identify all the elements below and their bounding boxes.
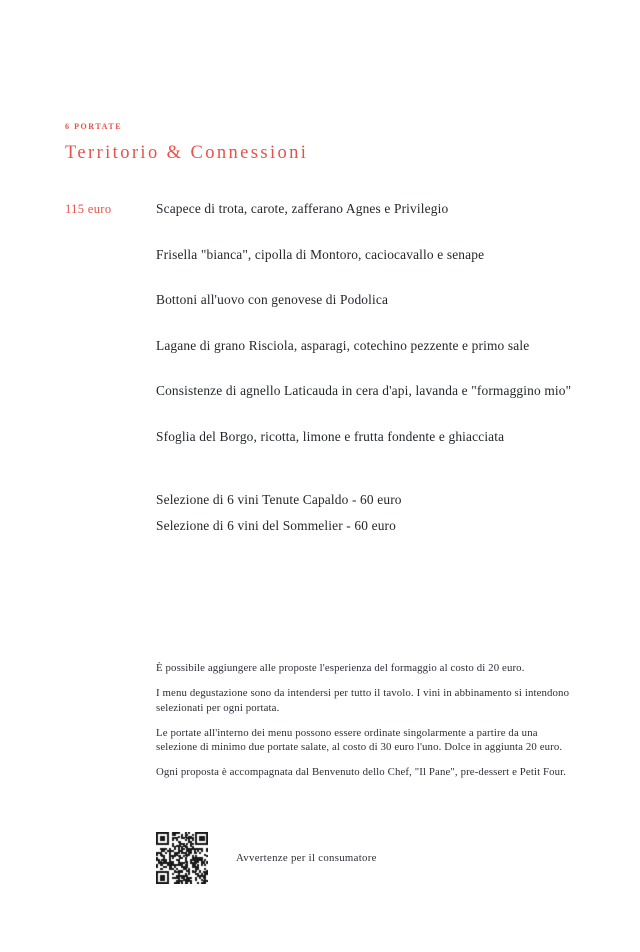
consumer-warning-block[interactable]: [156, 832, 377, 884]
qr-code-icon[interactable]: [156, 832, 208, 884]
list-item: Selezione di 6 vini Tenute Capaldo - 60 euro: [156, 492, 402, 507]
list-item: Selezione di 6 vini del Sommelier - 60 euro: [156, 517, 396, 533]
menu-header: [65, 121, 308, 164]
note-single-courses: Le portate all'interno dei menu possono essere ordinate singolarmente a partire da una selezione di minimo due portate salate, al costo di 30 euro l'uno. Dolce in aggiunta 20 euro.: [156, 726, 563, 754]
menu-price: 115 euro: [65, 202, 112, 216]
list-item: Bottoni all'uovo con genovese di Podolica: [156, 292, 389, 308]
note-chef-welcome: Ogni proposta è accompagnata dal Benvenuto dello Chef, "Il Pane", pre-dessert e Petit Four.: [156, 766, 567, 779]
page-title: Territorio & Connessioni: [65, 143, 309, 163]
note-cheese-experience: È possibile aggiungere alle proposte l'esperienza del formaggio al costo di 20 euro.: [156, 662, 525, 674]
note-tasting-menu-table: I menu degustazione sono da intendersi per tutto il tavolo. I vini in abbinamento si intendono selezionati per ogni portata.: [156, 687, 570, 714]
dish-list: [156, 200, 616, 474]
list-item: Sfoglia del Borgo, ricotta, limone e frutta fondente e ghiacciata: [156, 428, 505, 444]
list-item: Frisella "bianca", cipolla di Montoro, caciocavallo e senape: [156, 246, 485, 262]
wine-pairing-list: [156, 487, 402, 538]
menu-notes: [156, 661, 576, 780]
list-item: Lagane di grano Risciola, asparagi, cotechino pezzente e primo sale: [156, 337, 530, 353]
list-item: Consistenze di agnello Laticauda in cera d'api, lavanda e "formaggino mio": [156, 383, 572, 399]
list-item: Scapece di trota, carote, zafferano Agnes e Privilegio: [156, 201, 449, 216]
qr-caption: Avvertenze per il consumatore: [236, 852, 377, 864]
course-count-label: 6 PORTATE: [65, 122, 123, 131]
